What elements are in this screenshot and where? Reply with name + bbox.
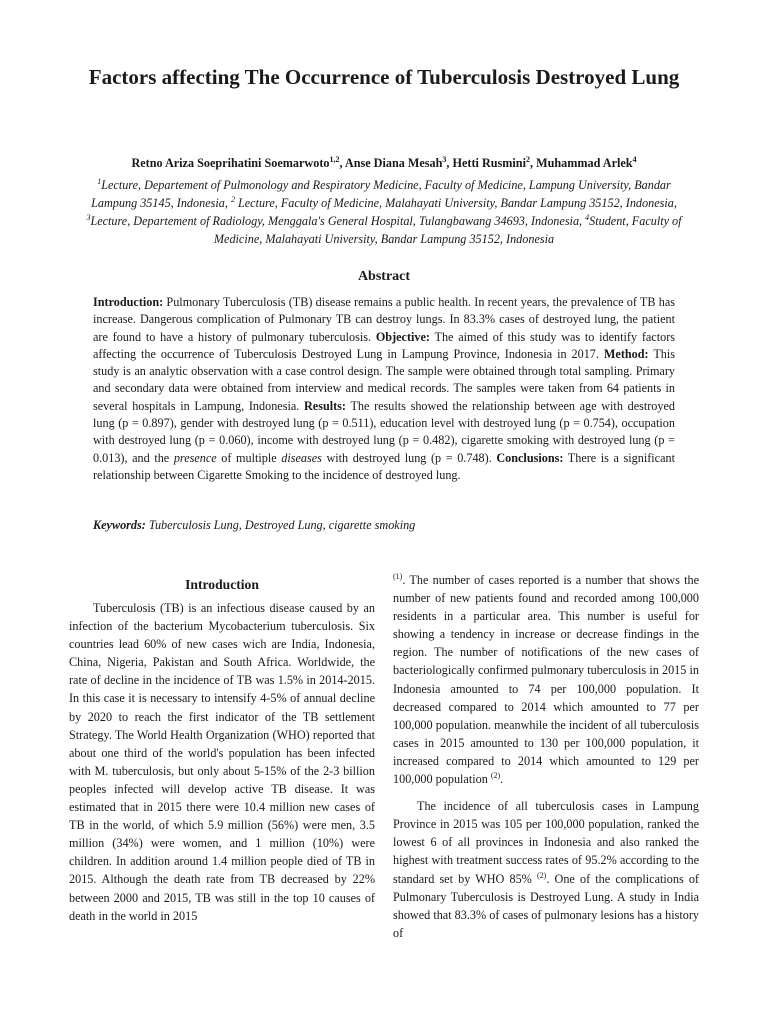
abstract-introduction-label: Introduction: [93,295,164,309]
author-affiliation-number: 2 [525,154,530,164]
right-column [393,571,699,942]
author-separator: , [446,156,453,170]
abstract-heading: Abstract [357,269,411,284]
author-list [60,154,708,172]
author-name: Retno Ariza Soeprihatini Soemarwoto [131,156,330,170]
author-separator: , [339,156,345,170]
author-affiliation-number: 3 [442,154,447,164]
abstract-introduction-text: Pulmonary Tuberculosis (TB) disease remains a public health. In recent years, the prevalence of TB has increase. Dangerous complication of Pulmonary TB can destroy lungs. In 83.3% cases of destroyed lung, the patient are found to have a history of pulmonary tuberculosis. [93,295,675,344]
abstract-body [93,294,675,484]
keywords-text: Tuberculosis Lung, Destroyed Lung, cigarette smoking [145,518,416,532]
affiliation-text: Lecture, Departement of Radiology, Menggala's General Hospital, Tulangbawang 34693, Indonesia, [90,214,586,228]
author-affiliation-number: 1,2 [329,154,340,164]
left-column [69,576,375,925]
abstract-results-text: with destroyed lung (p = 0.748). [321,450,497,465]
citation-reference: (2) [537,870,547,880]
affiliation-number: 3 [86,212,91,222]
affiliation-text: Lecture, Departement of Pulmonology and Respiratory Medicine, Faculty of Medicine, Lampung University, Bandar Lampung 35145, Indonesia, [91,178,671,210]
abstract-results-text: The results showed the relationship between age with destroyed lung (p = 0.897), gender with destroyed lung (p = 0.511), education level with destroyed lung (p = 0.754), occupation with destroyed lung (p = 0.060), income with destroyed lung (p = 0.482), cigarette smoking with destroyed lung (p = 0.013), and the [93,398,675,465]
citation-reference: (1) [393,571,403,581]
paper-title: Factors affecting The Occurrence of Tuberculosis Destroyed Lung [88,65,680,89]
author-name: Muhammad Arlek [536,156,633,170]
author-affiliation-number: 4 [632,154,637,164]
abstract-results-emphasis: presence [173,450,217,465]
abstract-objective-text: The aimed of this study was to identify factors affecting the occurrence of Tuberculosis Destroyed Lung in Lampung Province, Indonesia in 2017. [93,329,675,361]
affiliation-text: Lecture, Faculty of Medicine, Malahayati University, Bandar Lampung 35152, Indonesia, [234,196,677,210]
introduction-paragraph: Tuberculosis (TB) is an infectious disease caused by an infection of the bacterium Mycobacterium tuberculosis. Six countries lead 60% of new cases wich are India, Indonesia, China, Nigeria, Pakistan and South Africa. Worldwide, the rate of decline in the incidence of TB was 1.5% in 2014-2015. In this case it is necessary to intensify 4-5% of annual decline by 2020 to reach the first indicator of the TB settlement Strategy. The World Health Organization (WHO) reported that about one third of the world's population has been infected with M. tuberculosis, but only about 5-15% of the 2-3 billion peoples infected will develop active TB disease. It was estimated that in 2015 there were 10.4 million new cases of TB in the world, of which 5.9 million (56%) were men, 3.5 million (34%) were women, and 1 million (10%) were children. In addition around 1.4 million people died of TB in 2015. Although the death rate from TB decreased by 22% between 2000 and 2015, TB was still in the top 10 causes of death in the world in 2015 [69,601,375,923]
author-separator: , [529,156,537,170]
paragraph-text: . [500,772,504,787]
abstract-objective-label: Objective: [375,329,430,344]
keywords-label: Keywords: [93,518,146,532]
abstract-method-text: This study is an analytic observation with a case control design. The sample were obtained through total sampling. Primary and secondary data were obtained from interview and medical records. The samples were taken from 64 patients in several hospitals in Lampung, Indonesia. [93,346,675,413]
author-name: Hetti Rusmini [452,156,526,170]
affiliations [86,176,682,248]
abstract-method-label: Method: [603,346,649,361]
abstract-results-label: Results: [303,398,346,413]
introduction-heading: Introduction [185,577,259,592]
citation-reference: (2) [490,770,501,780]
affiliation-number: 2 [230,194,235,204]
affiliation-number: 4 [585,212,590,222]
paragraph-text: The incidence of all tuberculosis cases in Lampung Province in 2015 was 105 per 100,000 population, ranked the lowest 6 of all provinces in Indonesia and also ranked the highest with treatment success rates of 95.2% according to the standard set by WHO 85% [393,799,699,886]
author-name: Anse Diana Mesah [344,156,443,170]
introduction-paragraph [393,571,699,788]
abstract-conclusions-label: Conclusions: [496,450,564,465]
abstract-results-text: of multiple [216,450,282,465]
paragraph-text: . One of the complications of Pulmonary Tuberculosis is Destroyed Lung. A study in India showed that 83.3% of cases of pulmonary lesions has a history of [393,871,699,940]
abstract-conclusions-text: There is a significant relationship between Cigarette Smoking to the incidence of destroyed lung. [93,450,675,482]
introduction-paragraph [393,797,699,942]
abstract-results-emphasis: diseases [281,450,322,465]
paragraph-text: . The number of cases reported is a number that shows the number of new patients found and recorded among 100,000 residents in a particular area. This number is useful for showing a tendency in increase or decrease findings in the region. The number of notifications of the new cases of bacteriologically confirmed pulmonary tuberculosis in 2015 in Indonesia amounted to 74 per 100,000 population. It decreased compared to 2014 which amounted to 77 per 100,000 population. meanwhile the incident of all tuberculosis cases in 2015 amounted to 130 per 100,000 population, it increased compared to 2014 which amounted to 129 per 100,000 population [393,573,699,787]
keywords [93,517,675,534]
affiliation-text: Student, Faculty of Medicine, Malahayati University, Bandar Lampung 35152, Indonesia [213,214,682,246]
affiliation-number: 1 [97,176,102,186]
